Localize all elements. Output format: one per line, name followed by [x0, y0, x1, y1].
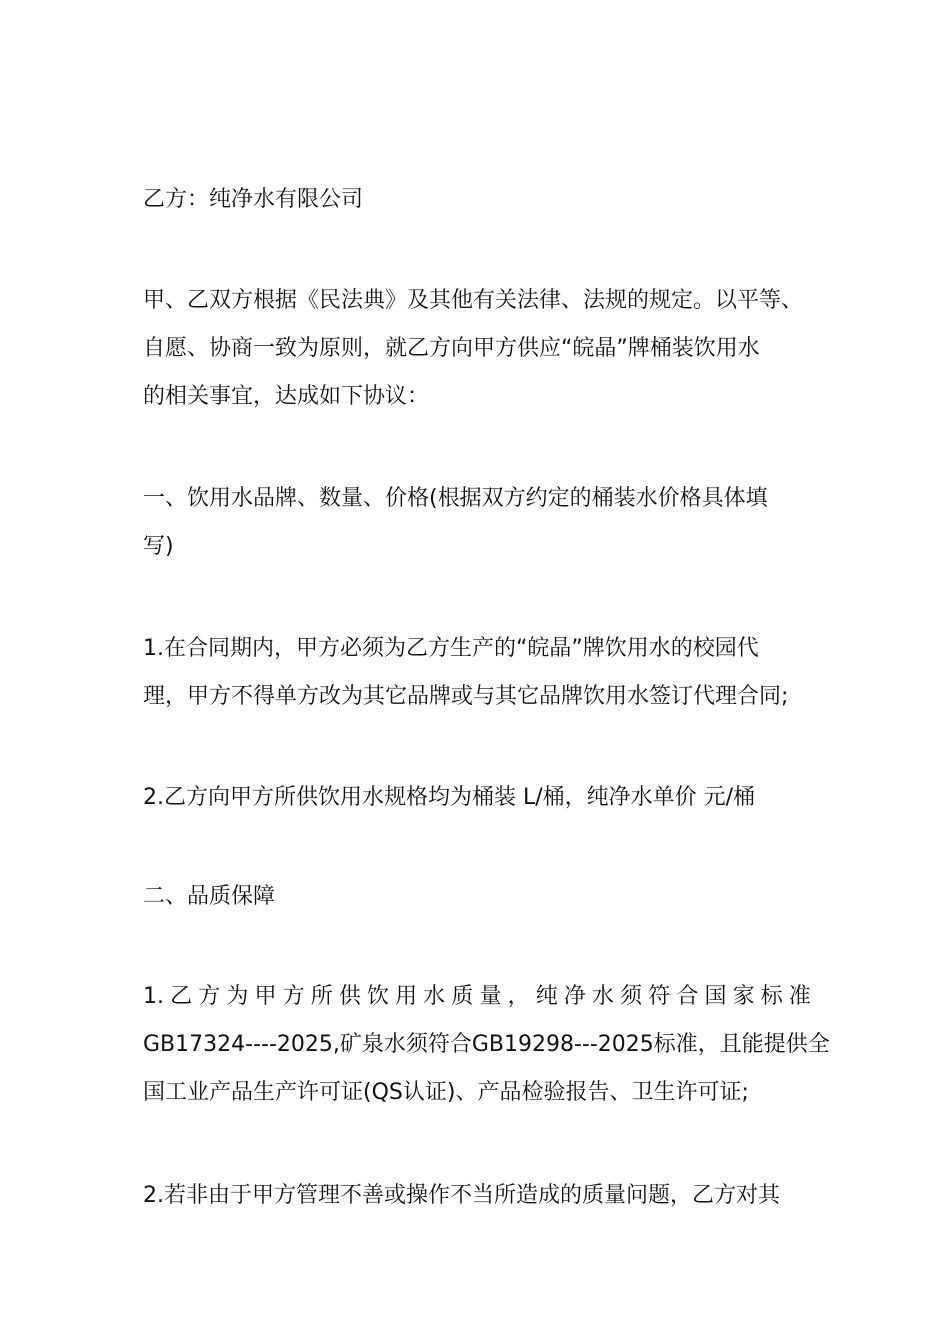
section-2-item-2: 2.若非由于甲方管理不善或操作不当所造成的质量问题，乙方对其	[143, 1183, 780, 1208]
section-1-heading: 一、饮用水品牌、数量、价格(根据双方约定的桶装水价格具体填 写)	[143, 486, 768, 559]
section-2-item-1: 1. 乙 方 为 甲 方 所 供 饮 用 水 质 量 ， 纯 净 水 须 符 合 国 家 标 准 GB17324----2025,矿泉水须符合GB19298---2025标准，且能提供全 国工业产品生产许可证(QS认证)、产品检验报告、卫生许可证;	[143, 973, 811, 1117]
party-b-line: 乙方：纯净水有限公司	[143, 187, 364, 212]
intro-paragraph: 甲、乙双方根据《民法典》及其他有关法律、法规的规定。以平等、 自愿、协商一致为原则，就乙方向甲方供应“皖晶”牌桶装饮用水 的相关事宜，达成如下协议：	[143, 288, 804, 409]
section-2-item-1-first-line: 1. 乙 方 为 甲 方 所 供 饮 用 水 质 量 ， 纯 净 水 须 符 合 国 家 标 准	[143, 984, 811, 1009]
section-1-item-1: 1.在合同期内，甲方必须为乙方生产的“皖晶”牌饮用水的校园代 理，甲方不得单方改为其它品牌或与其它品牌饮用水签订代理合同;	[143, 636, 789, 709]
section-2-heading: 二、品质保障	[143, 884, 276, 909]
section-1-item-2: 2.乙方向甲方所供饮用水规格均为桶装 L/桶，纯净水单价 元/桶	[143, 785, 756, 810]
